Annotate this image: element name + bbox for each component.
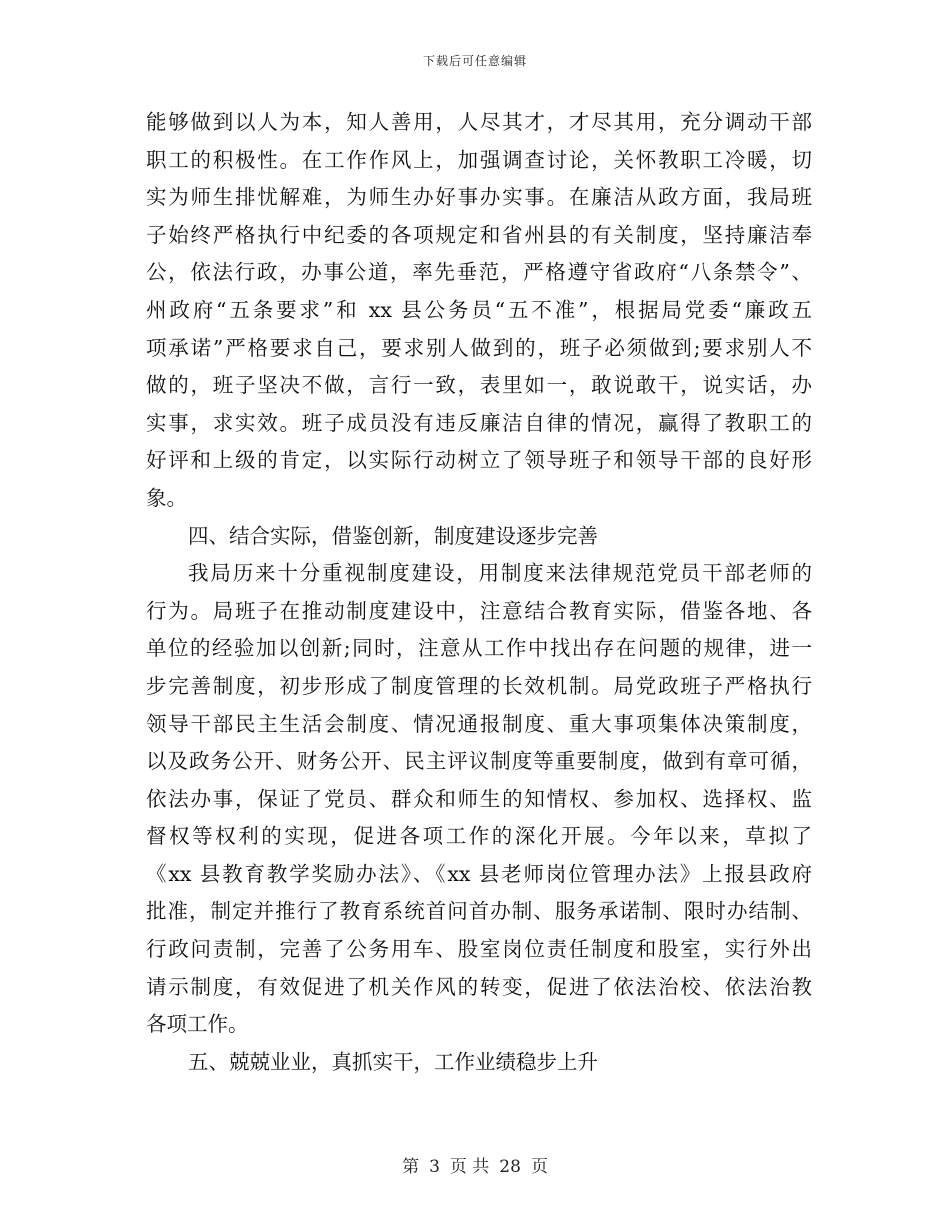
page-total: 28 xyxy=(499,1157,521,1177)
text-line: 实为师生排忧解难，为师生办好事办实事。在廉洁从政方面，我局班 xyxy=(146,185,812,210)
text-line: 公，依法行政，办事公道，率先垂范，严格遵守省政府“八条禁令”、 xyxy=(146,260,812,285)
header-note: 下载后可任意编辑 xyxy=(422,54,527,68)
text-line: 步完善制度，初步形成了制度管理的长效机制。局党政班子严格执行 xyxy=(146,673,812,698)
page-current: 3 xyxy=(429,1157,440,1177)
text-line: 督权等权利的实现，促进各项工作的深化开展。今年以来，草拟了 xyxy=(146,824,812,849)
text-line: 四、结合实际，借鉴创新，制度建设逐步完善 xyxy=(188,523,598,548)
text-line: 好评和上级的肯定，以实际行动树立了领导班子和领导干部的良好形 xyxy=(146,448,812,473)
text-line: 以及政务公开、财务公开、民主评议制度等重要制度，做到有章可循， xyxy=(146,749,812,774)
text-line: 项承诺”严格要求自己，要求别人做到的，班子必须做到;要求别人不 xyxy=(146,335,812,360)
page-footer xyxy=(0,1152,950,1177)
page-middle: 页 共 xyxy=(449,1157,490,1177)
page-suffix: 页 xyxy=(530,1157,548,1177)
text-line: 《xx 县教育教学奖励办法》、《xx 县老师岗位管理办法》上报县政府 xyxy=(146,861,812,886)
text-line: 州政府“五条要求”和 xx 县公务员“五不准”，根据局党委“廉政五 xyxy=(146,297,812,322)
text-line: 领导干部民主生活会制度、情况通报制度、重大事项集体决策制度， xyxy=(146,711,812,736)
page-header xyxy=(0,52,950,69)
page-prefix: 第 xyxy=(402,1157,420,1177)
text-line: 各项工作。 xyxy=(146,1012,249,1037)
text-line: 象。 xyxy=(146,485,187,510)
text-line: 做的，班子坚决不做，言行一致，表里如一，敢说敢干，说实话，办 xyxy=(146,373,812,398)
text-line: 批准，制定并推行了教育系统首问首办制、服务承诺制、限时办结制、 xyxy=(146,899,812,924)
text-line: 行为。局班子在推动制度建设中，注意结合教育实际，借鉴各地、各 xyxy=(146,598,812,623)
text-line: 子始终严格执行中纪委的各项规定和省州县的有关制度，坚持廉洁奉 xyxy=(146,222,812,247)
text-line: 单位的经验加以创新;同时，注意从工作中找出存在问题的规律，进一 xyxy=(146,636,812,661)
text-line: 五、兢兢业业，真抓实干，工作业绩稳步上升 xyxy=(188,1049,598,1074)
text-line: 请示制度，有效促进了机关作风的转变，促进了依法治校、依法治教 xyxy=(146,974,812,999)
text-line: 行政问责制，完善了公务用车、股室岗位责任制度和股室，实行外出 xyxy=(146,937,812,962)
document-body xyxy=(146,104,812,1081)
text-line: 我局历来十分重视制度建设，用制度来法律规范党员干部老师的 xyxy=(188,561,812,586)
text-line: 依法办事，保证了党员、群众和师生的知情权、参加权、选择权、监 xyxy=(146,786,812,811)
text-line: 职工的积极性。在工作作风上，加强调查讨论，关怀教职工冷暖，切 xyxy=(146,147,812,172)
text-line: 能够做到以人为本，知人善用，人尽其才，才尽其用，充分调动干部 xyxy=(146,110,812,134)
text-line: 实事，求实效。班子成员没有违反廉洁自律的情况，赢得了教职工的 xyxy=(146,410,812,435)
